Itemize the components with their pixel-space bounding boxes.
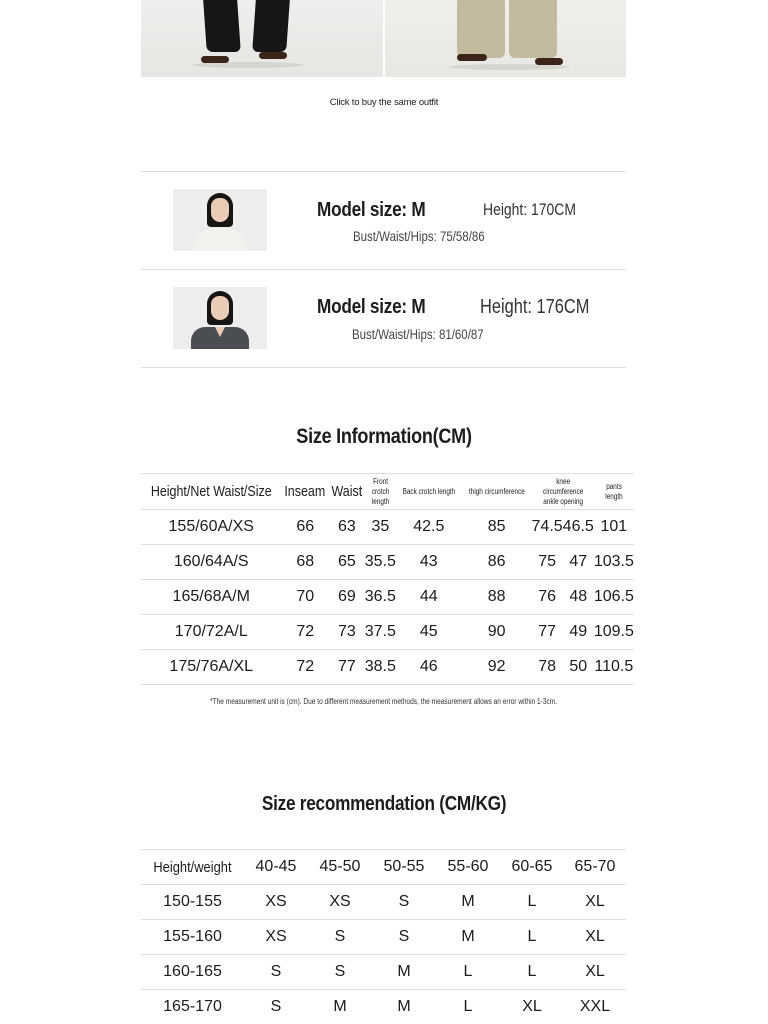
table-cell: 37.5 (365, 615, 396, 650)
measurement-note: *The measurement unit is (cm). Due to different measurement methods, the measurement allows an error within 1-3cm. (210, 697, 558, 706)
table-cell: 46.5 (563, 510, 594, 545)
column-header: Height/Net Waist/Size (141, 474, 281, 510)
table-cell: 45 (396, 615, 462, 650)
table-cell: 76 (532, 580, 563, 615)
table-cell: 46 (396, 650, 462, 685)
outfit-photo-beige-pants[interactable] (385, 0, 627, 77)
column-header: 60-65 (500, 850, 564, 885)
table-cell: S (244, 955, 308, 990)
table-cell: 35 (365, 510, 396, 545)
table-cell: L (436, 955, 500, 990)
column-header: pants length (594, 474, 634, 510)
table-cell: 44 (396, 580, 462, 615)
column-header: 50-55 (372, 850, 436, 885)
table-cell: XL (564, 885, 626, 920)
column-header: Waist (329, 474, 365, 510)
table-cell: XL (564, 920, 626, 955)
table-cell: S (244, 990, 308, 1024)
size-recommendation-title: Size recommendation (CM/KG) (261, 793, 507, 815)
table-cell: 101 (594, 510, 634, 545)
table-cell: 155-160 (141, 920, 244, 955)
table-row (141, 885, 626, 920)
column-header: thigh circumference (462, 474, 532, 510)
table-cell: 109.5 (594, 615, 634, 650)
table-cell: 69 (329, 580, 365, 615)
outfit-photo-strip[interactable] (141, 0, 626, 77)
model-info-row (141, 270, 626, 368)
table-row (141, 545, 634, 580)
table-row (141, 990, 626, 1024)
table-cell: 35.5 (365, 545, 396, 580)
table-cell: 103.5 (594, 545, 634, 580)
table-cell: 75 (532, 545, 563, 580)
model-measurements: Bust/Waist/Hips: 81/60/87 (352, 326, 484, 342)
size-info-table (141, 473, 634, 685)
table-cell: 106.5 (594, 580, 634, 615)
column-header: Inseam (281, 474, 329, 510)
table-cell: 165-170 (141, 990, 244, 1024)
table-cell: XS (244, 920, 308, 955)
table-row (141, 955, 626, 990)
table-cell: 110.5 (594, 650, 634, 685)
buy-outfit-link[interactable]: Click to buy the same outfit (329, 97, 439, 108)
model-avatar (173, 189, 267, 251)
table-cell: 77 (329, 650, 365, 685)
table-cell: L (500, 955, 564, 990)
table-cell: XL (564, 955, 626, 990)
table-cell: 48 (563, 580, 594, 615)
table-cell: 155/60A/XS (141, 510, 281, 545)
model-avatar (173, 287, 267, 349)
table-cell: 72 (281, 615, 329, 650)
column-header: knee circumference ankle opening (532, 474, 594, 510)
table-cell: L (500, 920, 564, 955)
table-cell: 36.5 (365, 580, 396, 615)
column-header: 65-70 (564, 850, 626, 885)
table-cell: 160/64A/S (141, 545, 281, 580)
divider (141, 367, 626, 368)
table-cell: XL (500, 990, 564, 1024)
table-cell: 170/72A/L (141, 615, 281, 650)
table-cell: 72 (281, 650, 329, 685)
table-cell: M (436, 920, 500, 955)
table-cell: S (372, 920, 436, 955)
table-cell: 50 (563, 650, 594, 685)
table-row (141, 580, 634, 615)
table-cell: 160-165 (141, 955, 244, 990)
table-cell: 66 (281, 510, 329, 545)
table-cell: 65 (329, 545, 365, 580)
table-cell: 92 (462, 650, 532, 685)
table-cell: 88 (462, 580, 532, 615)
table-cell: 77 (532, 615, 563, 650)
table-cell: 49 (563, 615, 594, 650)
table-cell: 42.5 (396, 510, 462, 545)
table-cell: 47 (563, 545, 594, 580)
model-info-row (141, 172, 626, 270)
table-cell: XS (308, 885, 372, 920)
model-height: Height: 170CM (483, 200, 576, 219)
column-header: Back crotch length (396, 474, 462, 510)
outfit-photo-black-pants[interactable] (141, 0, 383, 77)
table-cell: 38.5 (365, 650, 396, 685)
table-row (141, 650, 634, 685)
table-cell: 70 (281, 580, 329, 615)
table-cell: 43 (396, 545, 462, 580)
table-cell: M (436, 885, 500, 920)
table-cell: 150-155 (141, 885, 244, 920)
table-cell: 63 (329, 510, 365, 545)
model-size: Model size: M (317, 199, 426, 221)
column-header: Height/weight (141, 850, 244, 885)
table-cell: 68 (281, 545, 329, 580)
table-cell: 85 (462, 510, 532, 545)
table-cell: 175/76A/XL (141, 650, 281, 685)
column-header: 40-45 (244, 850, 308, 885)
column-header: Front crotch length (365, 474, 396, 510)
table-cell: 78 (532, 650, 563, 685)
model-measurements: Bust/Waist/Hips: 75/58/86 (353, 228, 485, 244)
table-cell: S (308, 955, 372, 990)
table-cell: S (308, 920, 372, 955)
column-header: 45-50 (308, 850, 372, 885)
table-cell: S (372, 885, 436, 920)
table-header-row (141, 850, 626, 885)
table-cell: M (372, 955, 436, 990)
table-cell: XS (244, 885, 308, 920)
column-header: 55-60 (436, 850, 500, 885)
table-row (141, 615, 634, 650)
table-cell: M (308, 990, 372, 1024)
table-cell: L (436, 990, 500, 1024)
table-cell: 74.5 (532, 510, 563, 545)
model-height: Height: 176CM (480, 296, 590, 318)
table-row (141, 920, 626, 955)
table-cell: M (372, 990, 436, 1024)
size-recommendation-table (141, 849, 626, 1024)
table-cell: 90 (462, 615, 532, 650)
table-cell: 86 (462, 545, 532, 580)
table-header-row (141, 474, 634, 510)
table-cell: 165/68A/M (141, 580, 281, 615)
size-info-title: Size Information(CM) (296, 425, 472, 448)
table-row (141, 510, 634, 545)
table-cell: 73 (329, 615, 365, 650)
table-cell: L (500, 885, 564, 920)
table-cell: XXL (564, 990, 626, 1024)
model-size: Model size: M (317, 296, 426, 318)
